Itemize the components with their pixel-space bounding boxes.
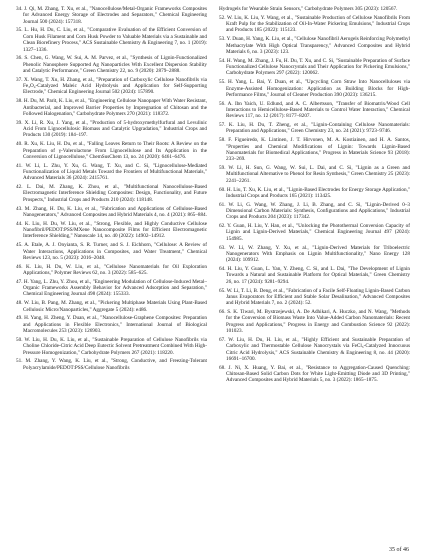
reference-entry: 44. K. Liu, H. Du, W. Liu, et al., "Strong, Flexible, and Highly Conductive Cellulose Nanofibril/PEDOT:PSS/MXene Nanocomposite Films for Efficient Electromagnetic Interference Shielding," Nanoscale 14, no. 40 (2022): 14902–14912. — [16, 220, 207, 240]
reference-columns — [16, 6, 411, 386]
reference-entry: 59. W. Li, H. Sun, G. Wang, W. Sui, L. Dai, and C. Si, "Lignin as a Green and Multifunctional Alternative to Phenol for Resin Synthesis," Green Chemistry 25 (2023): 2241–2261. — [219, 165, 410, 184]
reference-entry: 40. R. Xu, K. Liu, H. Du, et al., "Falling Leaves Return to Their Roots: A Review on the Preparation of γ-Valerolactone From Lignocellulose and Its Application in the Conversion of Lignocellulose," ChemSusChem 13, no. 24 (2020): 6461–6476. — [16, 141, 207, 160]
reference-entry: 57. K. Liu, H. Du, T. Zheng, et al., "Lignin-Containing Cellulose Nanomaterials: Preparation and Applications," Green Chemistry 23, no. 24 (2021): 9723–9746. — [219, 122, 410, 135]
reference-entry: 38. H. Du, M. Parit, K. Liu, et al., "Engineering Cellulose Nanopaper With Water Resistant, Antibacterial, and Improved Barrier Properties by Impregnation of Chitosan and the Followed Halogenation," Carbohydrate Polymers 270 (2021): 118372. — [16, 98, 207, 117]
reference-column-right — [219, 6, 410, 386]
reference-entry: 65. W. Li, T. Li, B. Deng, et al., "Fabrication of a Facile Self-Floating Lignin-Based Carbon Janus Evaporators for Efficient and Stable Solar Desalination," Advanced Composites and Hybrid Materials 7, no. 2 (2024): 52. — [219, 287, 410, 307]
reference-entry: 67. W. Liu, H. Du, H. Liu, et al., "Highly Efficient and Sustainable Preparation of Carboxylic and Thermostable Cellulose Nanocrystals via FeCl₃-Catalyzed Innocuous Citric Acid Hydrolysis," ACS Sustainable Chemistry & Engineering 8, no. 44 (2020): 16691–16700. — [219, 336, 410, 362]
reference-entry: 34. J. Qi, M. Zhang, T. Xu, et al., "Nanocellulose/Metal-Organic Frameworks Composites for Advanced Energy Storage of Electrodes and Separators," Chemical Engineering Journal 500 (2024): 157318. — [16, 6, 207, 25]
reference-entry: Hydrogels for Wearable Strain Sensors," Carbohydrate Polymers 305 (2023): 120567. — [219, 6, 398, 12]
reference-entry: 56. A. Ibn Yaich, U. Edlund, and A. C. Albertsson, "Transfer of Biomatrix/Wood Cell Interactions to Hemicellulose-Based Materials to Control Water Interaction," Chemical Reviews 117, no. 12 (2017): 8177–8207. — [219, 100, 410, 120]
reference-entry: 60. H. Liu, T. Xu, K. Liu, et al., "Lignin-Based Electrodes for Energy Storage Application," Industrial Crops and Products 165 (2021): 113425. — [219, 186, 410, 199]
reference-entry: 55. H. Yang, L. Bai, Y. Duan, et al., "Upcycling Corn Straw Into Nanocelluloses via Enzyme-Assisted Homogenization: Application as Building Blocks for High-Performance Films," Journal of Cleaner Production 390 (2023): 136215. — [219, 79, 410, 98]
reference-entry: 61. W. Li, G. Wang, W. Zhang, J. Li, B. Zhang, and C. Si, "Lignin-Derived 0–3 Dimensional Carbon Materials: Synthesis, Configurations and Applications," Industrial Crops and Products 204 (2023): 117342. — [219, 201, 410, 221]
reference-entry: 46. K. Liu, H. Du, W. Liu, et al., "Cellulose Nanomaterials for Oil Exploration Applications," Polymer Reviews 62, no. 3 (2022): 585–625. — [16, 263, 207, 276]
reference-entry: 37. X. Wang, T. Xu, H. Zhang, et al., "Preparation of Carboxylic Cellulose Nanofibrils via Fe₃O₄-Catalyzed Maleic Acid Hydrolysis and Application for Self-Supporting Electrode," Chemical Engineering Journal 502 (2024): 157890. — [16, 76, 207, 96]
reference-entry: 54. H. Wang, M. Zhang, J. Fu, H. Du, T. Xu, and C. Si, "Sustainable Preparation of Surface Functionalized Cellulose Nanocrystals and Their Application for Pickering Emulsions," Carbohydrate Polymers 297 (2022): 120062. — [219, 57, 410, 77]
reference-entry: 48. W. Liu, B. Pang, M. Zhang, et al., "Pickering Multiphase Materials Using Plant-Based Cellulosic Micro/Nanoparticles," Aggregate 5 (2024): e486. — [16, 300, 207, 313]
reference-entry: 36. S. Chen, G. Wang, W. Sui, A. M. Parvez, et al., "Synthesis of Lignin-Functionalized Phenolic Nanosphere Supported Ag Nanoparticles With Excellent Dispersion Stability and Catalytic Performance," Green Chemistry 22, no. 9 (2020): 2879–2888. — [16, 55, 207, 74]
reference-entry: 47. H. Yang, L. Zhu, Y. Zhou, et al., "Engineering Modulation of Cellulose-Induced Metal–Organic Frameworks Assembly Behavior for Advanced Adsorption and Separation," Chemical Engineering Journal 498 (2024): 155333. — [16, 278, 207, 298]
reference-entry: 58. F. Figueiredo, K. Lintinen, J. T. Hirvonen, M. A. Kostiainen, and H. A. Santos, "Properties and Chemical Modifications of Lignin: Towards Lignin-Based Nanomaterials for Biomedical Applications," Progress in Materials Science 93 (2018): 233–269. — [219, 137, 410, 163]
reference-entry: 49. H. Yang, H. Zheng, Y. Duan, et al., "Nanocellulose-Graphene Composites: Preparation and Applications in Flexible Electronics," International Journal of Biological Macromolecules 253 (2023): 126903. — [16, 315, 207, 335]
reference-entry: 63. W. Li, W. Zhang, Y. Xu, et al., "Lignin-Derived Materials for Triboelectric Nanogenerators With Emphasis on Lignin Multifunctionality," Nano Energy 128 (2024): 109912. — [219, 244, 410, 264]
reference-entry: 53. Y. Duan, H. Yang, K. Liu, et al., "Cellulose Nanofibril Aerogels Reinforcing Polymethyl Methacrylate With High Optical Transparency," Advanced Composites and Hybrid Materials 6, no. 3 (2023): 123. — [219, 36, 411, 55]
reference-entry: 62. Y. Guan, H. Liu, Y. Han, et al., "Unlocking the Photothermal Conversion Capacity of Lignin and Lignin-Derived Materials," Chemical Engineering Journal 497 (2024): 154985. — [219, 223, 410, 242]
reference-entry: 52. W. Liu, K. Liu, Y. Wang, et al., "Sustainable Production of Cellulose Nanofibrils From Kraft Pulp for the Stabilization of Oil-In-Water Pickering Emulsions," Industrial Crops and Products 185 (2022): 115123. — [219, 14, 410, 34]
reference-entry: 43. M. Zhang, H. Du, K. Liu, et al., "Fabrication and Applications of Cellulose-Based Nanogenerators," Advanced Composites and Hybrid Materials 4, no. 4 (2021): 865–884. — [16, 205, 207, 218]
reference-entry: 64. H. Liu, Y. Guan, L. Yan, Y. Zheng, C. Si, and L. Dai, "The Development of Lignin Towards a Natural and Sustainable Platform for Optical Materials," Green Chemistry 26, no. 17 (2024): 9281–9294. — [219, 266, 410, 285]
reference-entry: 66. S. K. Tiwari, M. Bystrzejewski, A. De Adhikari, A. Huczko, and N. Wang, "Methods for the Conversion of Biomass Waste Into Value-Added Carbon Nanomaterials: Recent Progress and Applications," Progress in Energy and Combustion Science 92 (2022): 101023. — [219, 309, 410, 335]
reference-column-left — [16, 6, 207, 386]
page-number: 35 of 46 — [389, 547, 409, 553]
reference-entry: 39. X. Li, R. Xu, J. Yang, et al., "Production of 5-hydroxymethylfurfural and Levulinic Acid From Lignocellulosic Biomass and Catalytic Upgradation," Industrial Crops and Products 130 (2019): 184–197. — [16, 119, 207, 139]
reference-entry: 50. W. Liu, H. Du, K. Liu, et al., "Sustainable Preparation of Cellulose Nanofibrils via Choline Chloride-Citric Acid Deep Eutectic Solvent Pretreatment Combined With High-Pressure Homogenization," Carbohydrate Polymers 267 (2021): 118220. — [16, 336, 207, 356]
reference-entry: 41. W. Li, L. Zhu, Y. Xu, G. Wang, T. Xu, and C. Si, "Lignocellulose-Mediated Functionalization of Liquid Metals Toward the Frontiers of Multifunctional Materials," Advanced Materials 36 (2024): 2415761. — [16, 162, 207, 182]
reference-entry: 51. M. Zhang, Y. Wang, K. Liu, et al., "Strong, Conductive, and Freezing-Tolerant Polyacrylamide/PEDOT:PSS/Cellulose Nanofibrils — [16, 358, 207, 371]
reference-entry: 35. L. Hu, H. Du, C. Liu, et al., "Comparative Evaluation of the Efficient Conversion of Corn Husk Filament and Corn Husk Powder to Valuable Materials via a Sustainable and Clean Biorefinery Process," ACS Sustainable Chemistry & Engineering 7, no. 1 (2019): 1327–1336. — [16, 27, 207, 53]
reference-entry: 68. J. Ni, X. Huang, Y. Bai, et al., "Resistance to Aggregation-Caused Quenching: Chitosan-Based Solid Carbon Dots for White Light-Emitting Diode and 3D Printing," Advanced Composites and Hybrid Materials 5, no. 3 (2022): 1865–1875. — [219, 364, 410, 384]
reference-entry: 42. L. Dai, M. Zhang, K. Zhou, et al., "Multifunctional Nanocellulose-Based Electromagnetic Interference Shielding Composites: Design, Functionality, and Future Prospects," Industrial Crops and Products 210 (2024): 118148. — [16, 184, 207, 203]
reference-entry: 45. A. Etale, A. J. Onyianta, S. R. Turner, and S. J. Eichhorn, "Cellulose: A Review of Water Interactions, Applications in Composites, and Water Treatment," Chemical Reviews 123, no. 5 (2023): 2016–2048. — [16, 242, 207, 261]
